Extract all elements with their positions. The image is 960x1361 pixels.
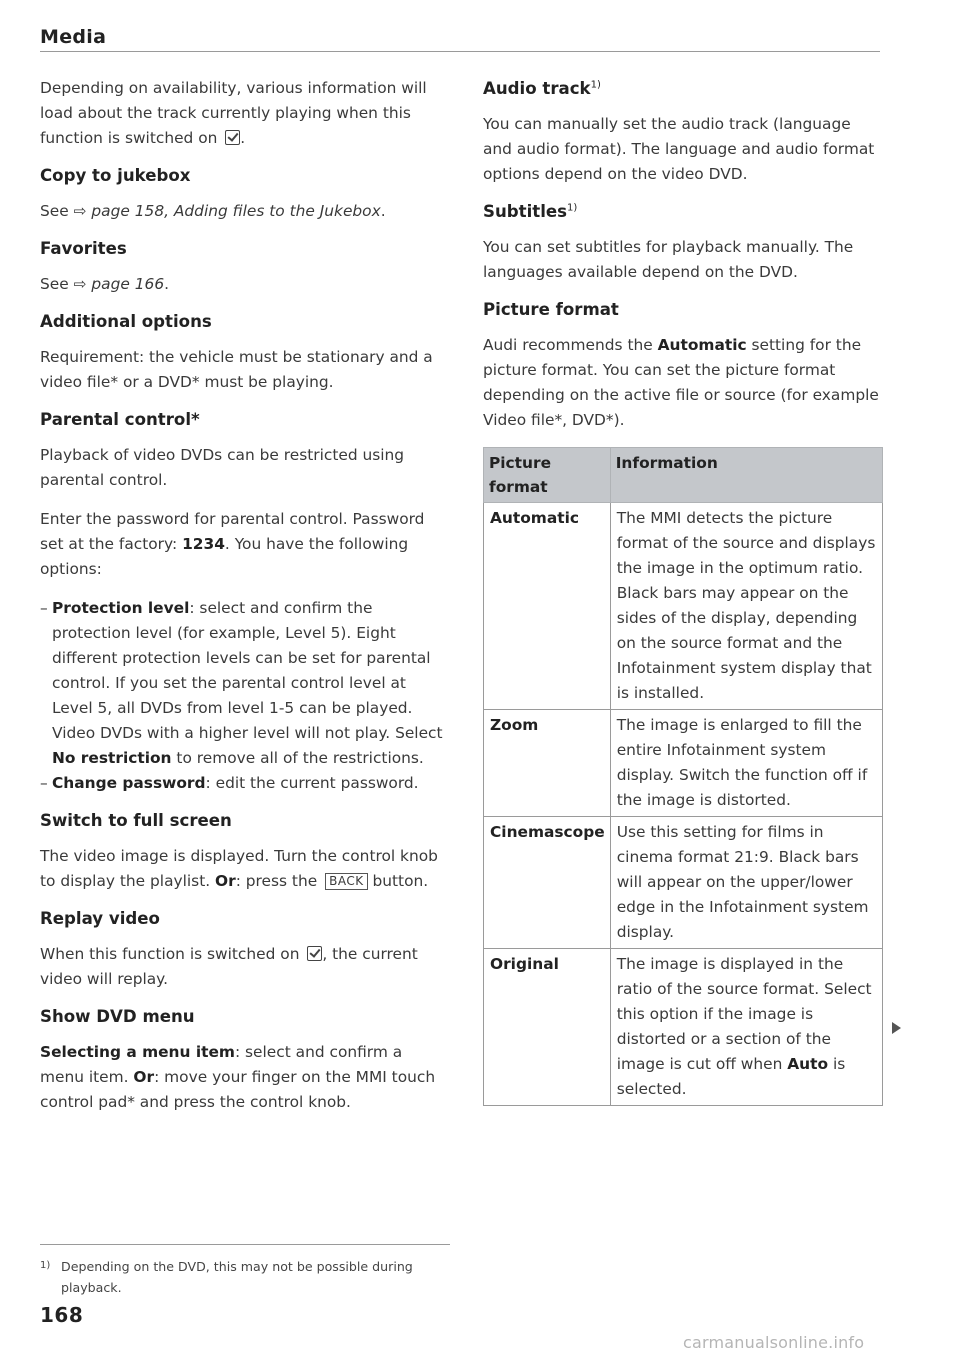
table-cell-term: Original bbox=[484, 949, 611, 1106]
left-column bbox=[40, 76, 450, 1129]
audio-track-text: You can manually set the audio track (language and audio format). The language and audio format options depend on the video DVD. bbox=[483, 115, 875, 183]
replay-video-heading: Replay video bbox=[40, 909, 160, 928]
table-row bbox=[484, 817, 883, 949]
dvd-menu-text: Selecting a menu item: select and confirm a menu item. Or: move your finger on the MMI touch control pad* and press the control knob. bbox=[40, 1043, 436, 1111]
watermark[interactable]: carmanualsonline.info bbox=[683, 1333, 865, 1352]
page-reference-link[interactable]: ⇨ page 158, Adding files to the Jukebox bbox=[73, 202, 381, 220]
table-cell-info: Use this setting for films in cinema format 21:9. Black bars will appear on the upper/lower edge in the Infotainment system display. bbox=[610, 817, 882, 949]
right-column bbox=[483, 76, 883, 1106]
full-screen-text: The video image is displayed. Turn the control knob to display the playlist. Or: press the BACK button. bbox=[40, 847, 438, 890]
picture-format-text: Audi recommends the Automatic setting for the picture format. You can set the picture format depending on the active file or source (for example Video file*, DVD*). bbox=[483, 336, 879, 429]
table-cell-info: The MMI detects the picture format of the source and displays the image in the optimum ratio. Black bars may appear on the sides of the display, depending on the source format and the Infotainment system display that is installed. bbox=[610, 503, 882, 710]
table-header-cell: Information bbox=[610, 448, 882, 503]
additional-options-heading: Additional options bbox=[40, 312, 212, 331]
list-item: – Protection level: select and confirm the protection level (for example, Level 5). Eight different protection levels can be set for parental control. If you set the parental control level at Level 5, all DVDs from level 1-5 can be played. Video DVDs with a higher level will not play. Select No restriction to remove all of the restrictions. bbox=[40, 599, 443, 767]
page-number: 168 bbox=[40, 1303, 84, 1327]
section-title: Media bbox=[40, 26, 107, 48]
checkbox-checked-icon bbox=[307, 946, 322, 961]
full-screen-heading: Switch to full screen bbox=[40, 811, 232, 830]
table-cell-info: The image is displayed in the ratio of the source format. Select this option if the image is distorted or a section of the image is cut off when Auto is selected. bbox=[610, 949, 882, 1106]
audio-track-heading: Audio track$^{1)}$ bbox=[483, 79, 601, 98]
dvd-menu-heading: Show DVD menu bbox=[40, 1007, 195, 1026]
picture-format-table bbox=[483, 447, 883, 1106]
list-item: – Change password: edit the current password. bbox=[40, 774, 419, 792]
back-key-label: BACK bbox=[325, 873, 367, 890]
checkbox-checked-icon bbox=[225, 130, 240, 145]
replay-video-text: When this function is switched on , the current video will replay. bbox=[40, 945, 418, 988]
table-row bbox=[484, 949, 883, 1106]
table-cell-info: The image is enlarged to fill the entire Infotainment system display. Switch the function off if the image is distorted. bbox=[610, 710, 882, 817]
copy-jukebox-heading: Copy to jukebox bbox=[40, 166, 191, 185]
favorites-text: See ⇨ page 166. bbox=[40, 275, 170, 293]
page-reference-link[interactable]: ⇨ page 166 bbox=[73, 275, 165, 293]
parental-password-text: Enter the password for parental control. Password set at the factory: 1234. You have the following options: bbox=[40, 510, 425, 578]
parental-options-list bbox=[40, 596, 450, 796]
table-header-cell: Picture format bbox=[484, 448, 611, 503]
favorites-heading: Favorites bbox=[40, 239, 127, 258]
table-cell-term: Zoom bbox=[484, 710, 611, 817]
footnote-divider bbox=[40, 1244, 450, 1245]
additional-options-text: Requirement: the vehicle must be stationary and a video file* or a DVD* must be playing. bbox=[40, 348, 433, 391]
subtitles-heading: Subtitles$^{1)}$ bbox=[483, 202, 578, 221]
parental-control-text: Playback of video DVDs can be restricted using parental control. bbox=[40, 446, 405, 489]
table-header-row bbox=[484, 448, 883, 503]
parental-control-heading: Parental control* bbox=[40, 410, 200, 429]
subtitles-text: You can set subtitles for playback manually. The languages available depend on the DVD. bbox=[483, 238, 854, 281]
continue-arrow-icon bbox=[892, 1022, 901, 1034]
picture-format-heading: Picture format bbox=[483, 300, 619, 319]
table-cell-term: Cinemascope bbox=[484, 817, 611, 949]
copy-jukebox-text: See ⇨ page 158, Adding files to the Jukebox. bbox=[40, 202, 386, 220]
table-row bbox=[484, 503, 883, 710]
intro-paragraph: Depending on availability, various information will load about the track currently playing when this function is switched on . bbox=[40, 79, 427, 147]
footnote: 1) Depending on the DVD, this may not be possible during playback. bbox=[40, 1259, 413, 1295]
header-divider bbox=[40, 51, 880, 52]
table-cell-term: Automatic bbox=[484, 503, 611, 710]
table-row bbox=[484, 710, 883, 817]
